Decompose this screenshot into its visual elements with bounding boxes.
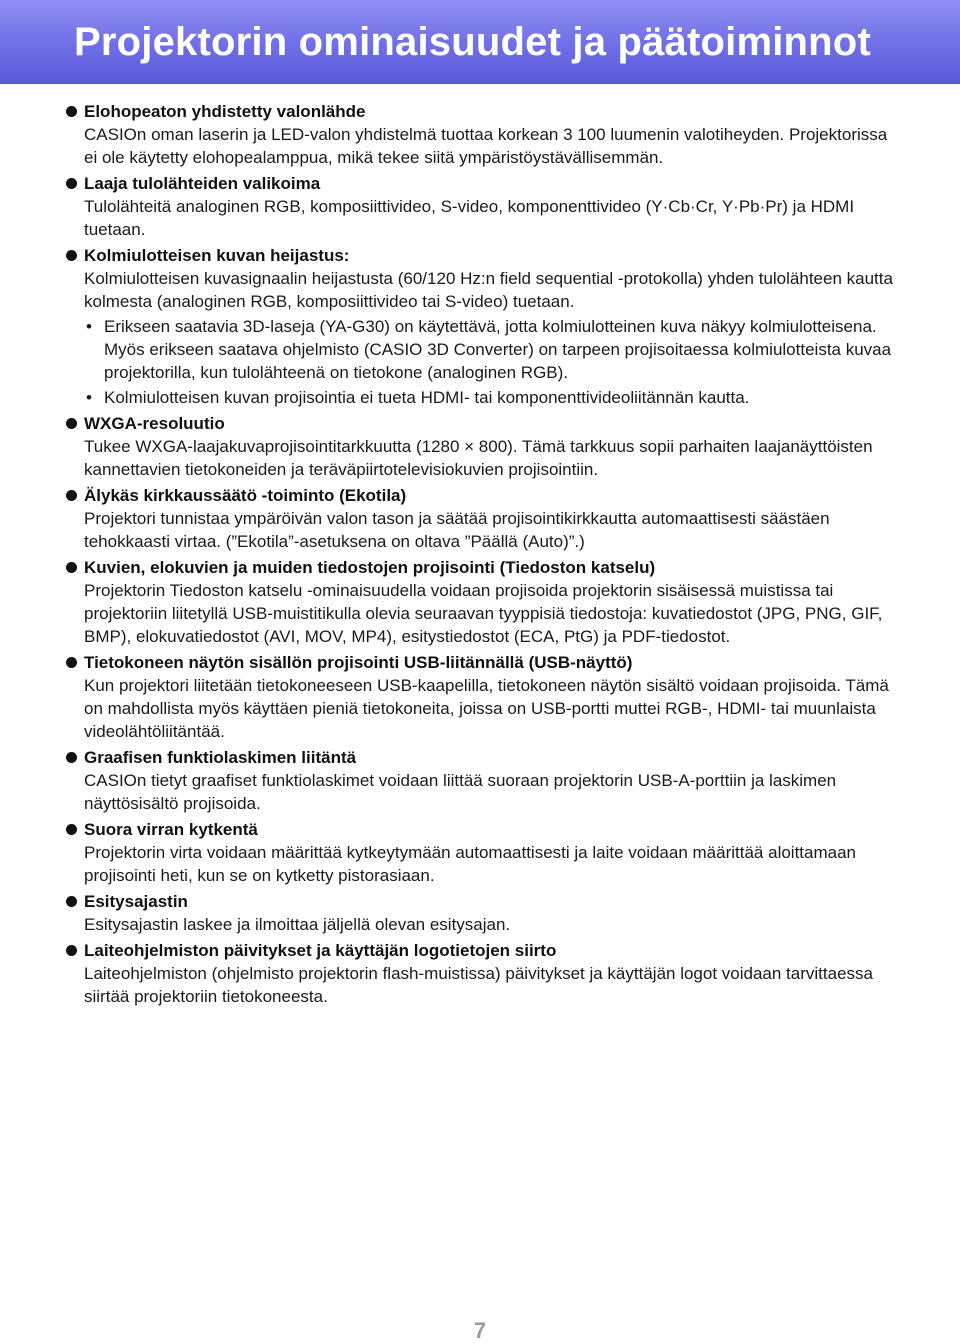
- feature-description: Projektorin virta voidaan määrittää kytkeytymään automaattisesti ja laite voidaan määrittää aloittamaan projisointi heti, kun se on kytketty pistorasiaan.: [84, 843, 856, 885]
- feature-item: [66, 890, 896, 936]
- feature-item: [66, 556, 896, 648]
- small-bullet-icon: •: [86, 388, 92, 407]
- sub-bullet: [84, 386, 896, 409]
- bullet-icon: [66, 945, 77, 956]
- feature-description: Esitysajastin laskee ja ilmoittaa jäljellä olevan esitysajan.: [84, 915, 511, 934]
- feature-title: Tietokoneen näytön sisällön projisointi USB-liitännällä (USB-näyttö): [84, 653, 633, 672]
- feature-item: [66, 172, 896, 241]
- feature-description: Kolmiulotteisen kuvasignaalin heijastusta (60/120 Hz:n field sequential -protokolla) yhden tulolähteen kautta kolmesta (analoginen RGB, komposiittivideo tai S-video) tuetaan.: [84, 269, 893, 311]
- feature-list: [66, 100, 896, 1011]
- feature-description: Tukee WXGA-laajakuvaprojisointitarkkuutta (1280 × 800). Tämä tarkkuus sopii parhaiten laajanäyttöisten kannettavien tietokoneiden ja teräväpiirtotelevisiokuvien projisointiin.: [84, 437, 873, 479]
- feature-item: [66, 651, 896, 743]
- title-banner: [0, 0, 960, 84]
- feature-description: Laiteohjelmiston (ohjelmisto projektorin flash-muistissa) päivitykset ja käyttäjän logot voidaan tarvittaessa siirtää projektoriin tietokoneesta.: [84, 964, 873, 1006]
- feature-title: Kolmiulotteisen kuvan heijastus:: [84, 246, 350, 265]
- feature-description: CASIOn oman laserin ja LED-valon yhdistelmä tuottaa korkean 3 100 luumenin valotiheyden. Projektorissa ei ole käytetty elohopealamppua, mikä tekee siitä ympäristöystävällisemmän.: [84, 125, 888, 167]
- bullet-icon: [66, 824, 77, 835]
- feature-item: [66, 939, 896, 1008]
- bullet-icon: [66, 178, 77, 189]
- sub-bullet: [84, 315, 896, 384]
- feature-title: Laiteohjelmiston päivitykset ja käyttäjän logotietojen siirto: [84, 941, 557, 960]
- bullet-icon: [66, 657, 77, 668]
- feature-title: Kuvien, elokuvien ja muiden tiedostojen projisointi (Tiedoston katselu): [84, 558, 656, 577]
- feature-title: Laaja tulolähteiden valikoima: [84, 174, 321, 193]
- feature-item: [66, 244, 896, 409]
- feature-description: Projektori tunnistaa ympäröivän valon tason ja säätää projisointikirkkautta automaattisesti säästäen tehokkaasti virtaa. (”Ekotila”-asetuksena on oltava ”Päällä (Auto)”.): [84, 509, 830, 551]
- feature-item: [66, 484, 896, 553]
- bullet-icon: [66, 418, 77, 429]
- feature-title: Älykäs kirkkaussäätö -toiminto (Ekotila): [84, 486, 407, 505]
- feature-description: Projektorin Tiedoston katselu -ominaisuudella voidaan projisoida projektorin sisäisessä muistissa tai projektoriin liitetyllä USB-muistitikulla olevia seuraavan tyyppisiä tiedostoja: kuvatiedostot (JPG, PNG, GIF, BMP), elokuvatiedostot (AVI, MOV, MP4), esitystiedostot (ECA, PtG) ja PDF-tiedostot.: [84, 581, 883, 646]
- feature-description: Tulolähteitä analoginen RGB, komposiittivideo, S-video, komponenttivideo (Y·Cb·Cr, Y·Pb·Pr) ja HDMI tuetaan.: [84, 197, 855, 239]
- feature-title: Graafisen funktiolaskimen liitäntä: [84, 748, 357, 767]
- feature-title: Esitysajastin: [84, 892, 188, 911]
- bullet-icon: [66, 562, 77, 573]
- bullet-icon: [66, 490, 77, 501]
- bullet-icon: [66, 250, 77, 261]
- feature-item: [66, 412, 896, 481]
- bullet-icon: [66, 106, 77, 117]
- feature-title: Suora virran kytkentä: [84, 820, 258, 839]
- feature-title: WXGA-resoluutio: [84, 414, 225, 433]
- feature-description: Kun projektori liitetään tietokoneeseen USB-kaapelilla, tietokoneen näytön sisältö voidaan projisoida. Tämä on mahdollista myös käyttäen pieniä tietokoneita, joissa on USB-portti muttei RGB-, HDMI- tai muunlaista videolähtöliitäntää.: [84, 676, 889, 741]
- feature-item: [66, 818, 896, 887]
- feature-item: [66, 100, 896, 169]
- sub-bullet-text: Erikseen saatavia 3D-laseja (YA-G30) on käytettävä, jotta kolmiulotteinen kuva näkyy kolmiulotteisena. Myös erikseen saatava ohjelmisto (CASIO 3D Converter) on tarpeen projisoitaessa kolmiulotteista kuvaa projektorilla, kun tulolähteenä on tietokone (analoginen RGB).: [104, 317, 892, 382]
- feature-item: [66, 746, 896, 815]
- small-bullet-icon: •: [86, 317, 92, 336]
- bullet-icon: [66, 752, 77, 763]
- page-number: 7: [473, 1318, 487, 1343]
- feature-description: CASIOn tietyt graafiset funktiolaskimet voidaan liittää suoraan projektorin USB-A-porttiin ja laskimen näyttösisältö projisoida.: [84, 771, 837, 813]
- page-title: Projektorin ominaisuudet ja päätoiminnot: [74, 20, 871, 64]
- bullet-icon: [66, 896, 77, 907]
- sub-bullet-text: Kolmiulotteisen kuvan projisointia ei tueta HDMI- tai komponenttivideoliitännän kautta.: [104, 388, 750, 407]
- feature-title: Elohopeaton yhdistetty valonlähde: [84, 102, 366, 121]
